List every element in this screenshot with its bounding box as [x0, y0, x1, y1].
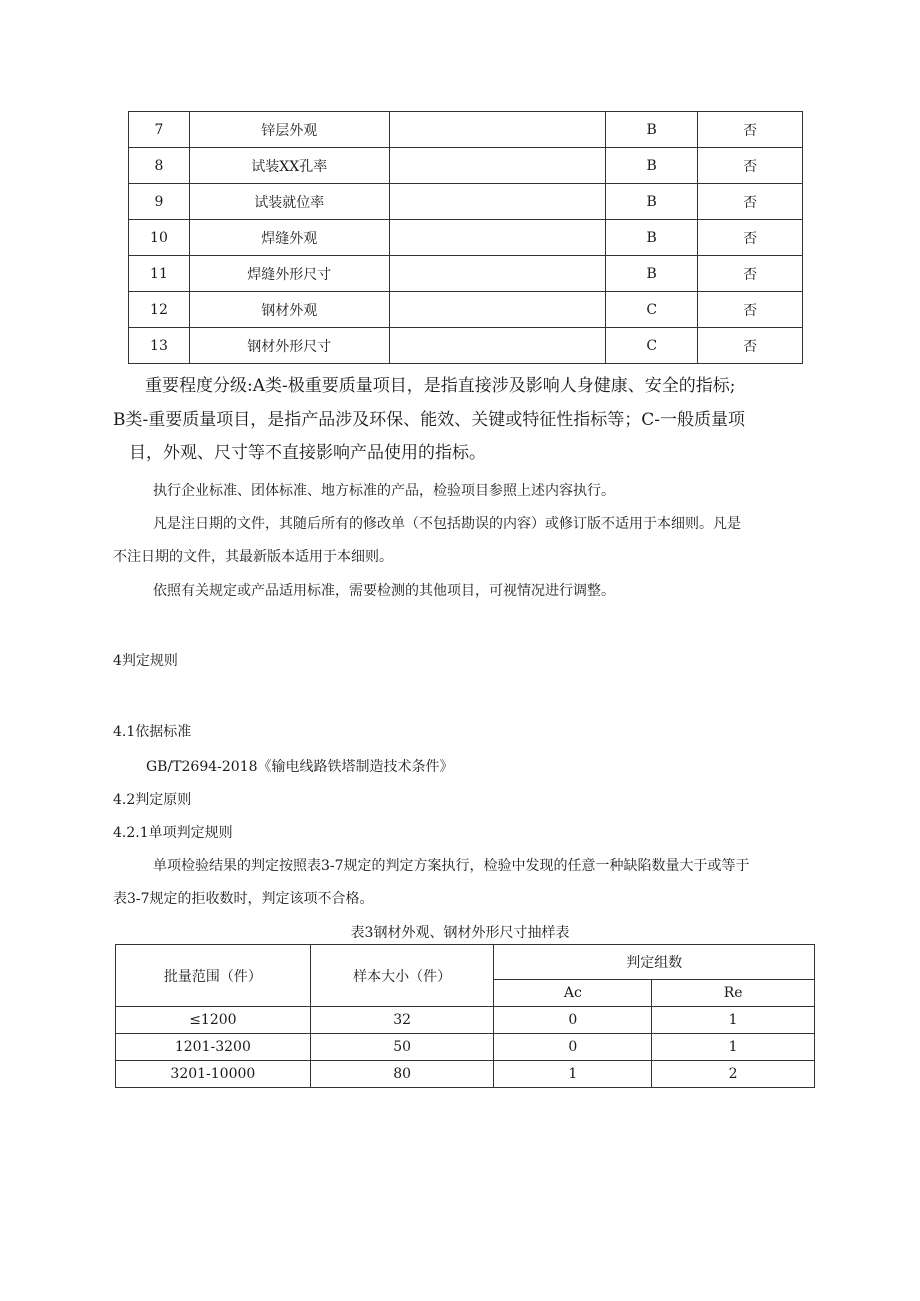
item-name: 锌层外观 — [189, 112, 389, 148]
ac-cell: 0 — [494, 1007, 652, 1034]
item-number: 13 — [129, 328, 190, 364]
item-flag: 否 — [698, 292, 803, 328]
quality-item-row — [129, 112, 803, 148]
quality-item-row — [129, 256, 803, 292]
item-flag: 否 — [698, 148, 803, 184]
item-spec — [389, 328, 606, 364]
item-flag: 否 — [698, 256, 803, 292]
item-spec — [389, 184, 606, 220]
importance-line-1: 重要程度分级:A类-极重要质量项目，是指直接涉及影响人身健康、安全的指标; — [145, 376, 736, 396]
item-grade: B — [606, 184, 698, 220]
re-cell: 2 — [652, 1061, 815, 1088]
quality-item-row — [129, 292, 803, 328]
re-cell: 1 — [652, 1007, 815, 1034]
item-spec — [389, 112, 606, 148]
item-flag: 否 — [698, 112, 803, 148]
batch-range-cell: ≤1200 — [116, 1007, 311, 1034]
header-judge-groups: 判定组数 — [494, 945, 815, 980]
item-grade: B — [606, 256, 698, 292]
batch-range-cell: 1201-3200 — [116, 1034, 311, 1061]
sample-size-cell: 80 — [310, 1061, 494, 1088]
sampling-header-row — [116, 945, 815, 980]
item-name: 钢材外观 — [189, 292, 389, 328]
sampling-table-body — [116, 945, 815, 1088]
item-spec — [389, 148, 606, 184]
sampling-row — [116, 1061, 815, 1088]
sampling-table — [115, 944, 815, 1088]
sampling-row — [116, 1007, 815, 1034]
section-4-1-title: 4.1依据标准 — [113, 724, 192, 740]
item-grade: C — [606, 328, 698, 364]
item-name: 钢材外形尺寸 — [189, 328, 389, 364]
item-name: 试装就位率 — [189, 184, 389, 220]
item-spec — [389, 220, 606, 256]
paragraph-dated-docs-line-2: 不注日期的文件，其最新版本适用于本细则。 — [113, 549, 393, 565]
item-name: 焊缝外形尺寸 — [189, 256, 389, 292]
quality-item-row — [129, 148, 803, 184]
paragraph-other-items: 依照有关规定或产品适用标准，需要检测的其他项目，可视情况进行调整。 — [153, 583, 615, 599]
sample-size-cell: 50 — [310, 1034, 494, 1061]
item-grade: B — [606, 112, 698, 148]
section-4-2-title: 4.2判定原则 — [113, 792, 192, 808]
section-4-2-1-line-1: 单项检验结果的判定按照表3-7规定的判定方案执行，检验中发现的任意一种缺陷数量大于或等于 — [153, 858, 750, 874]
item-grade: C — [606, 292, 698, 328]
quality-item-row — [129, 328, 803, 364]
section-4-1-standard: GB/T2694-2018《输电线路铁塔制造技术条件》 — [146, 759, 454, 775]
quality-item-row — [129, 220, 803, 256]
ac-cell: 1 — [494, 1061, 652, 1088]
header-batch-range: 批量范围（件） — [116, 945, 311, 1007]
quality-items-table — [128, 111, 803, 364]
sample-size-cell: 32 — [310, 1007, 494, 1034]
table-caption: 表3钢材外观、钢材外形尺寸抽样表 — [350, 925, 570, 941]
item-flag: 否 — [698, 220, 803, 256]
importance-line-3: 目，外观、尺寸等不直接影响产品使用的指标。 — [129, 443, 486, 463]
section-4-2-1-line-2: 表3-7规定的拒收数时，判定该项不合格。 — [113, 891, 374, 907]
paragraph-dated-docs-line-1: 凡是注日期的文件，其随后所有的修改单（不包括勘误的内容）或修订版不适用于本细则。凡是 — [153, 516, 741, 532]
header-ac: Ac — [494, 980, 652, 1007]
item-grade: B — [606, 220, 698, 256]
section-4-2-1-title: 4.2.1单项判定规则 — [113, 825, 233, 841]
item-grade: B — [606, 148, 698, 184]
item-spec — [389, 292, 606, 328]
quality-item-row — [129, 184, 803, 220]
re-cell: 1 — [652, 1034, 815, 1061]
header-sample-size: 样本大小（件） — [310, 945, 494, 1007]
item-name: 试装XX孔率 — [189, 148, 389, 184]
importance-line-2: B类-重要质量项目，是指产品涉及环保、能效、关键或特征性指标等；C-一般质量项 — [113, 410, 745, 430]
item-number: 9 — [129, 184, 190, 220]
item-number: 7 — [129, 112, 190, 148]
ac-cell: 0 — [494, 1034, 652, 1061]
item-number: 12 — [129, 292, 190, 328]
batch-range-cell: 3201-10000 — [116, 1061, 311, 1088]
sampling-row — [116, 1034, 815, 1061]
item-name: 焊缝外观 — [189, 220, 389, 256]
section-4-title: 4判定规则 — [113, 653, 178, 669]
item-flag: 否 — [698, 184, 803, 220]
paragraph-enterprise-standards: 执行企业标准、团体标准、地方标准的产品，检验项目参照上述内容执行。 — [153, 483, 615, 499]
item-number: 11 — [129, 256, 190, 292]
header-re: Re — [652, 980, 815, 1007]
item-spec — [389, 256, 606, 292]
item-flag: 否 — [698, 328, 803, 364]
quality-items-body — [129, 112, 803, 364]
item-number: 8 — [129, 148, 190, 184]
item-number: 10 — [129, 220, 190, 256]
